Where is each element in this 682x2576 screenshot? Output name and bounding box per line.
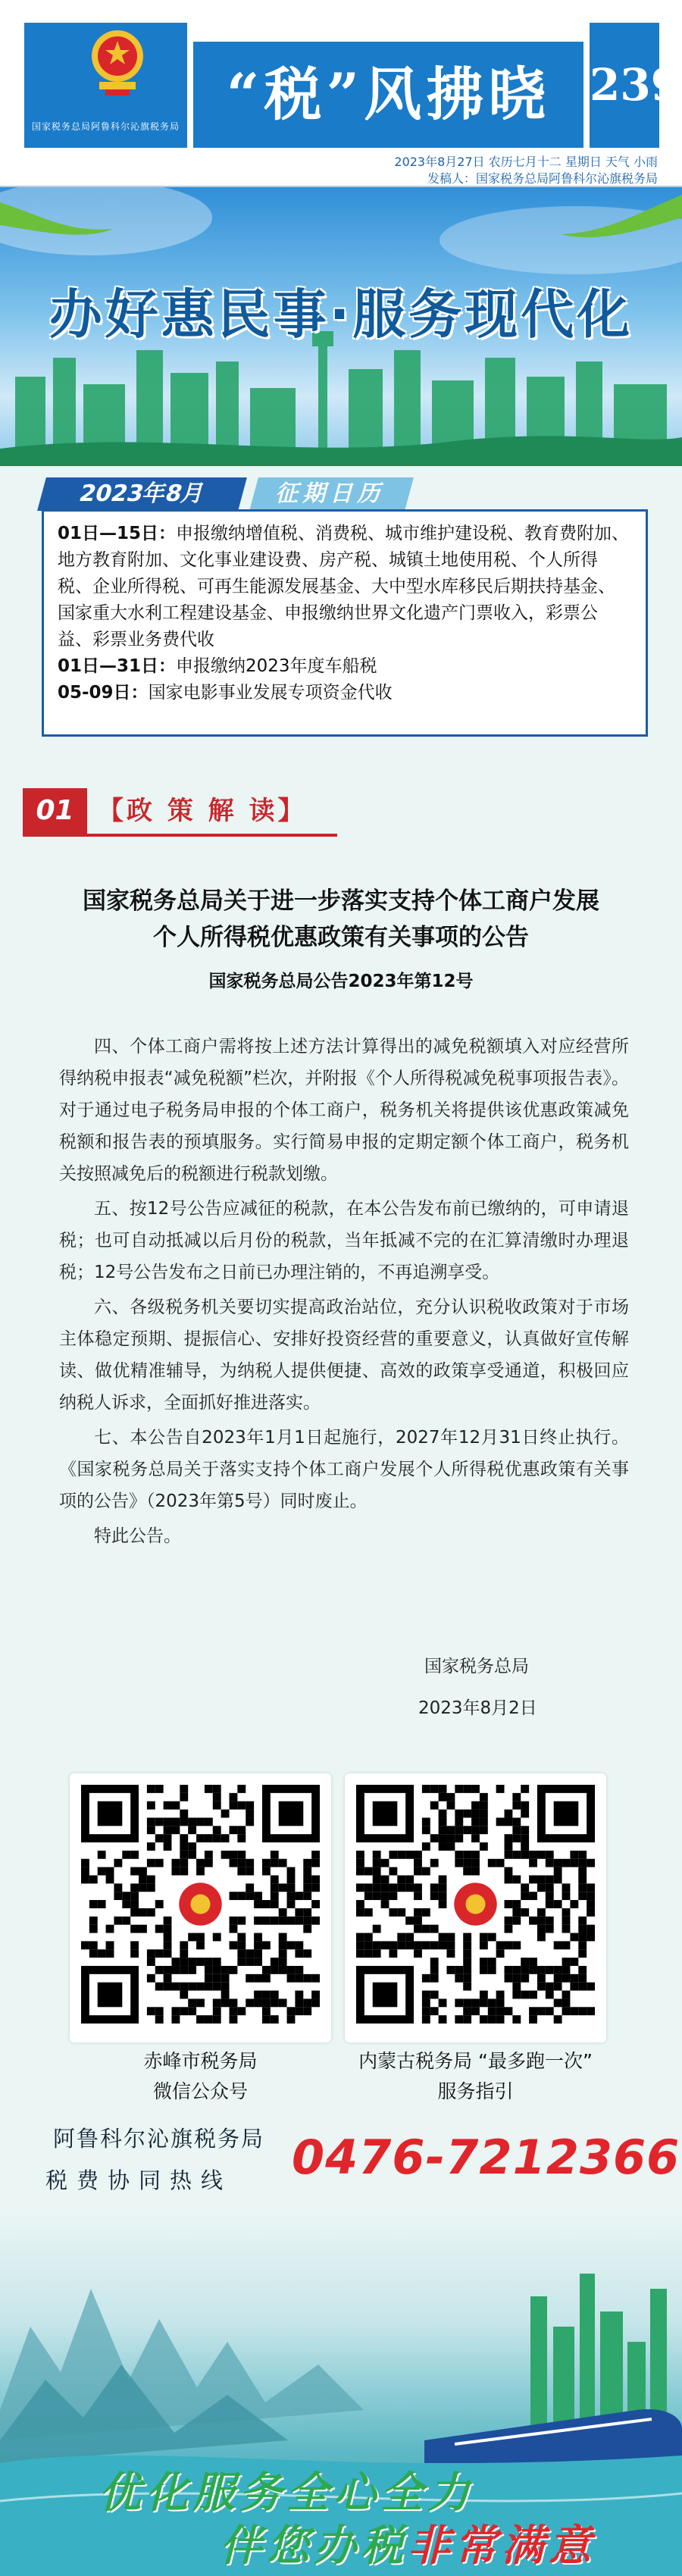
calendar-item-text: 申报缴纳增值税、消费税、城市维护建设税、教育费附加、地方教育附加、文化事业建设费、房产税、城镇土地使用税、个人所得税、企业所得税、可再生能源发展基金、大中型水库移民后期扶持基金、国家重大水利工程建设基金、申报缴纳世界文化遗产门票收入，彩票公益、彩票业务费代收 xyxy=(58,524,630,649)
qr-card-right xyxy=(345,1773,606,2042)
slogan-line-2 xyxy=(220,2512,596,2573)
announcement-title xyxy=(0,883,682,956)
qr-code-icon xyxy=(356,1785,595,2024)
announcement-number: 国家税务总局公告2023年第12号 xyxy=(208,972,474,991)
qr-card-left xyxy=(70,1773,331,2042)
hero-banner xyxy=(0,187,682,466)
org-logo-text: 国家税务总局阿鲁科尔沁旗税务局 xyxy=(31,121,180,132)
slogan-line-1: 优化服务全心全力 xyxy=(99,2468,474,2518)
newsletter-title: “税”风拂晓 xyxy=(193,42,583,148)
calendar-month: 2023年8月 xyxy=(37,477,247,511)
qr-caption-right xyxy=(345,2046,606,2107)
signature-date: 2023年8月2日 xyxy=(418,1698,537,1718)
calendar-item xyxy=(58,521,632,653)
signature-org: 国家税务总局 xyxy=(424,1657,529,1676)
org-logo xyxy=(24,23,187,148)
qr-caption-line: 微信公众号 xyxy=(152,2080,248,2102)
calendar-item-period: 05-09日： xyxy=(58,683,149,703)
calendar-item-text: 申报缴纳2023年度车船税 xyxy=(176,656,377,676)
calendar-label: 征期日历 xyxy=(249,477,414,511)
hotline-label: 税费协同热线 xyxy=(45,2168,233,2193)
hotline-number: 0476-7212366 xyxy=(292,2130,680,2185)
section-label: 【政 策 解 读】 xyxy=(98,796,307,826)
closing-text: 特此公告。 xyxy=(94,1526,181,1546)
issue-number: 239 xyxy=(590,23,659,148)
qr-caption-line: 内蒙古税务局 “最多跑一次” xyxy=(358,2050,593,2072)
qr-code-icon xyxy=(81,1785,320,2024)
slogan-part-highlight: 非常满意 xyxy=(408,2521,596,2571)
announcement-title-line: 国家税务总局关于进一步落实支持个体工商户发展 xyxy=(83,887,599,915)
calendar-list xyxy=(42,509,648,737)
tax-emblem-icon xyxy=(86,26,149,99)
calendar-item xyxy=(58,680,632,706)
tax-calendar xyxy=(0,466,682,739)
section-number: 01 xyxy=(23,788,87,834)
calendar-item xyxy=(58,653,632,680)
publisher-line: 发稿人：国家税务总局阿鲁科尔沁旗税务局 xyxy=(427,171,658,186)
qr-caption-left xyxy=(70,2046,331,2107)
date-line: 2023年8月27日 农历七月十二 星期日 天气 小雨 xyxy=(394,155,658,169)
calendar-item-text: 国家电影事业发展专项资金代收 xyxy=(148,683,393,703)
qr-caption-line: 赤峰市税务局 xyxy=(143,2050,258,2072)
slogan-part: 伴您办税 xyxy=(220,2521,408,2571)
body-paragraph: 六、各级税务机关要切实提高政治站位，充分认识税收政策对于市场主体稳定预期、提振信心、安排好投资经营的重要意义，认真做好宣传解读、做优精准辅导，为纳税人提供便捷、高效的政策享受通道，积极回应纳税人诉求，全面抓好推进落实。 xyxy=(59,1297,629,1413)
date-bar xyxy=(0,148,682,187)
announcement-title-line: 个人所得税优惠政策有关事项的公告 xyxy=(153,924,529,951)
calendar-item-period: 01日—15日： xyxy=(58,524,177,543)
calendar-header xyxy=(42,477,409,511)
calendar-item-period: 01日—31日： xyxy=(58,656,177,676)
body-paragraph: 七、本公告自2023年1月1日起施行，2027年12月31日终止执行。《国家税务总局关于落实支持个体工商户发展个人所得税优惠政策有关事项的公告》（2023年第5号）同时废止。 xyxy=(59,1428,629,1511)
qr-caption-line: 服务指引 xyxy=(437,2080,514,2102)
section-divider xyxy=(23,834,337,837)
announcement-body xyxy=(59,1031,629,1552)
banner-title: 办好惠民事·服务现代化 xyxy=(48,283,634,346)
body-paragraph: 五、按12号公告应减征的税款，在本公告发布前已缴纳的，可申请退税；也可自动抵减以后月份的税款，当年抵减不完的在汇算清缴时办理退税；12号公告发布之日前已办理注销的，不再追溯享受。 xyxy=(59,1199,629,1282)
section-heading xyxy=(23,788,402,834)
body-paragraph: 四、个体工商户需将按上述方法计算得出的减免税额填入对应经营所得纳税申报表“减免税额”栏次，并附报《个人所得税减免税事项报告表》。对于通过电子税务局申报的个体工商户，税务机关将提供该优惠政策减免税额和报告表的预填服务。实行简易申报的定期定额个体工商户，税务机关按照减免后的税额进行税款划缴。 xyxy=(59,1037,629,1184)
hotline-org: 阿鲁科尔沁旗税务局 xyxy=(53,2126,265,2152)
page-header xyxy=(0,0,682,148)
